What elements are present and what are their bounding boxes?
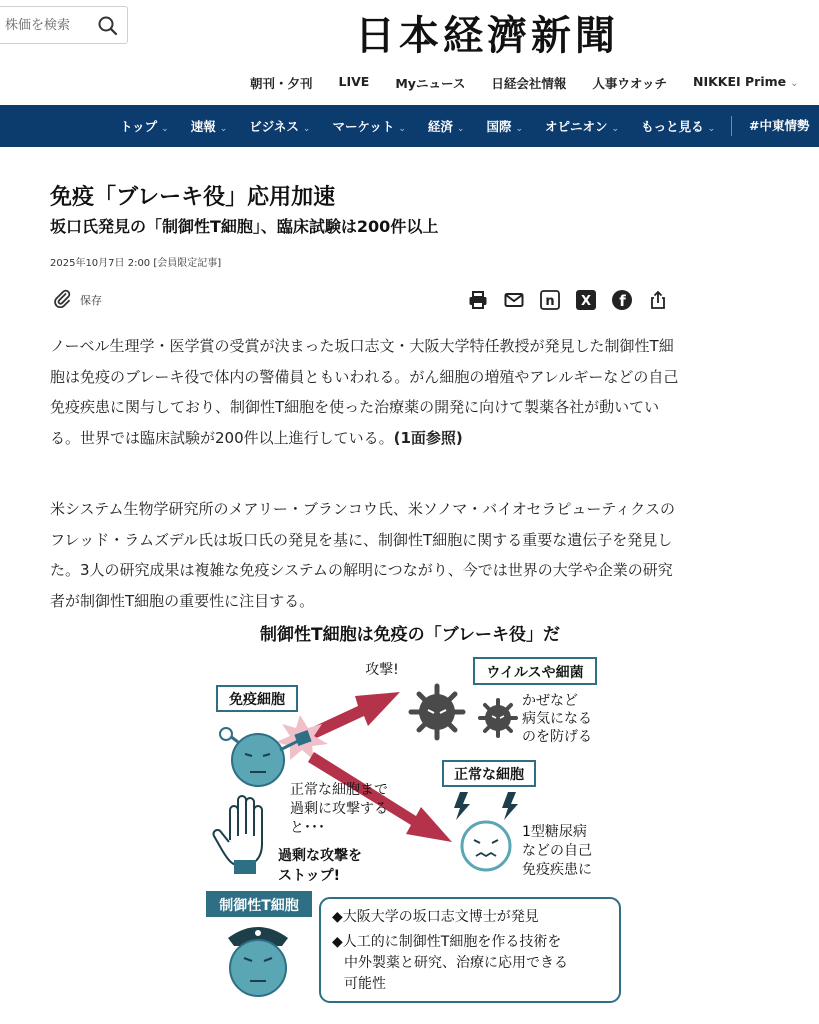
nav-item-more[interactable]: もっと見る ⌄ — [641, 119, 716, 134]
chevron-down-icon: ⌄ — [456, 124, 465, 134]
share-icon[interactable] — [646, 288, 670, 312]
nav-item-international[interactable]: 国際 ⌄ — [486, 119, 523, 134]
facebook-icon[interactable] — [610, 288, 634, 312]
infographic-title: 制御性T細胞は免疫の「ブレーキ役」だ — [260, 625, 560, 645]
bacteria-icon — [480, 700, 516, 736]
save-button[interactable] — [52, 288, 102, 311]
immune-label: 免疫細胞 — [229, 692, 285, 708]
chevron-down-icon: ⌄ — [515, 124, 523, 134]
article-dateline: 2025年10月7日 2:00 [会員限定記事] — [50, 258, 222, 269]
main-navigation — [0, 105, 819, 147]
chevron-down-icon: ⌄ — [611, 124, 620, 134]
stock-search-input[interactable] — [0, 7, 95, 43]
info-text: ◆大阪大学の坂口志文博士が発見 ◆人工的に制御性T細胞を作る技術を 中外製薬と研究、治療に応用できる 可能性 — [332, 909, 568, 992]
article-subtitle: 坂口氏発見の「制御性T細胞」、臨床試験は200件以上 — [50, 217, 439, 236]
share-toolbar — [466, 288, 670, 312]
nav-item-business[interactable]: ビジネス ⌄ — [249, 119, 311, 134]
article-paragraph-2: 米システム生物学研究所のメアリー・ブランコウ氏、米ソノマ・バイオセラピューティクスのフレッド・ラムズデル氏は坂口氏の発見を基に、制御性T細胞に関する重要な遺伝子を発見した。3人の研究成果は複雑な免疫システムの解明につながり、今では世界の大学や企業の研究者が制御性T細胞の重要性に注目する。 — [50, 500, 676, 610]
lightning-icon — [502, 792, 518, 820]
virus-label: ウイルスや細菌 — [486, 665, 584, 681]
subnav-item-nikkei-prime[interactable]: NIKKEI Prime ⌄ — [692, 74, 799, 89]
regulatory-t-cell-infographic — [190, 620, 630, 1019]
subnav-item-personnel-watch[interactable]: 人事ウオッチ — [592, 76, 667, 91]
subnav-item-live[interactable]: LIVE — [338, 74, 370, 89]
x-icon[interactable] — [574, 288, 598, 312]
svg-text:X: X — [580, 294, 592, 309]
chevron-down-icon: ⌄ — [790, 78, 799, 89]
front-page-ref: (1面参照) — [393, 428, 463, 447]
mail-icon[interactable] — [502, 288, 526, 312]
chevron-down-icon: ⌄ — [219, 124, 228, 134]
normal-cell-icon — [462, 822, 510, 870]
subnav-item-morning-evening[interactable]: 朝刊・夕刊 — [250, 76, 313, 91]
subnav-item-company-info[interactable]: 日経会社情報 — [491, 76, 567, 91]
search-icon[interactable] — [97, 15, 119, 37]
normal-cell-note: 1型糖尿病 などの自己 免疫疾患に — [522, 824, 592, 878]
nikkei-n-icon[interactable] — [538, 288, 562, 312]
stop-note: 過剰な攻撃を ストップ! — [278, 848, 362, 884]
immune-cell-icon — [220, 728, 312, 786]
chevron-down-icon: ⌄ — [161, 124, 169, 134]
nav-item-economy[interactable]: 経済 ⌄ — [427, 119, 465, 134]
regulatory-t-cell-icon — [228, 927, 288, 996]
nav-item-top[interactable]: トップ ⌄ — [120, 119, 169, 134]
lightning-icon — [454, 792, 470, 820]
chevron-down-icon: ⌄ — [707, 124, 716, 134]
virus-note: かぜなど 病気になる のを防げる — [522, 693, 592, 745]
normal-cell-label: 正常な細胞 — [454, 767, 524, 783]
print-icon[interactable] — [466, 288, 490, 312]
attack-label: 攻撃! — [365, 662, 399, 678]
nav-divider — [731, 116, 732, 136]
virus-icon — [411, 686, 463, 738]
stop-hand-icon — [213, 796, 262, 874]
stock-search-box[interactable] — [0, 6, 128, 44]
article-paragraph-1: ノーベル生理学・医学賞の受賞が決まった坂口志文・大阪大学特任教授が発見した制御性T細胞は免疫のブレーキ役で体内の警備員ともいわれる。がん細胞の増殖やアレルギーなどの自己免疫疾患に関与しており、制御性T細胞を使った治療薬の開発に向けて製薬各社が動いている。世界では臨床試験が200件以上進行している。(1面参照) — [50, 337, 679, 447]
nav-item-breaking[interactable]: 速報 ⌄ — [190, 119, 228, 134]
svg-text:n: n — [545, 294, 555, 309]
overattack-note: 正常な細胞まで 過剰に攻撃する と･･･ — [290, 782, 388, 836]
svg-text:f: f — [619, 292, 626, 310]
nikkei-logo[interactable]: 日本経濟新聞 — [355, 12, 619, 59]
subnav-item-my-news[interactable]: Myニュース — [395, 76, 466, 91]
save-label: 保存 — [80, 293, 102, 307]
attack-arrow — [302, 692, 400, 742]
article-title: 免疫「ブレーキ役」応用加速 — [50, 185, 336, 210]
sub-navigation — [250, 74, 799, 92]
nav-item-opinion[interactable]: オピニオン ⌄ — [545, 119, 620, 134]
nav-topic-tag[interactable]: #中東情勢 — [749, 118, 810, 133]
chevron-down-icon: ⌄ — [302, 124, 311, 134]
chevron-down-icon: ⌄ — [398, 124, 406, 134]
paperclip-icon — [52, 288, 72, 311]
nav-item-market[interactable]: マーケット ⌄ — [332, 119, 406, 134]
treg-label: 制御性T細胞 — [219, 898, 299, 914]
